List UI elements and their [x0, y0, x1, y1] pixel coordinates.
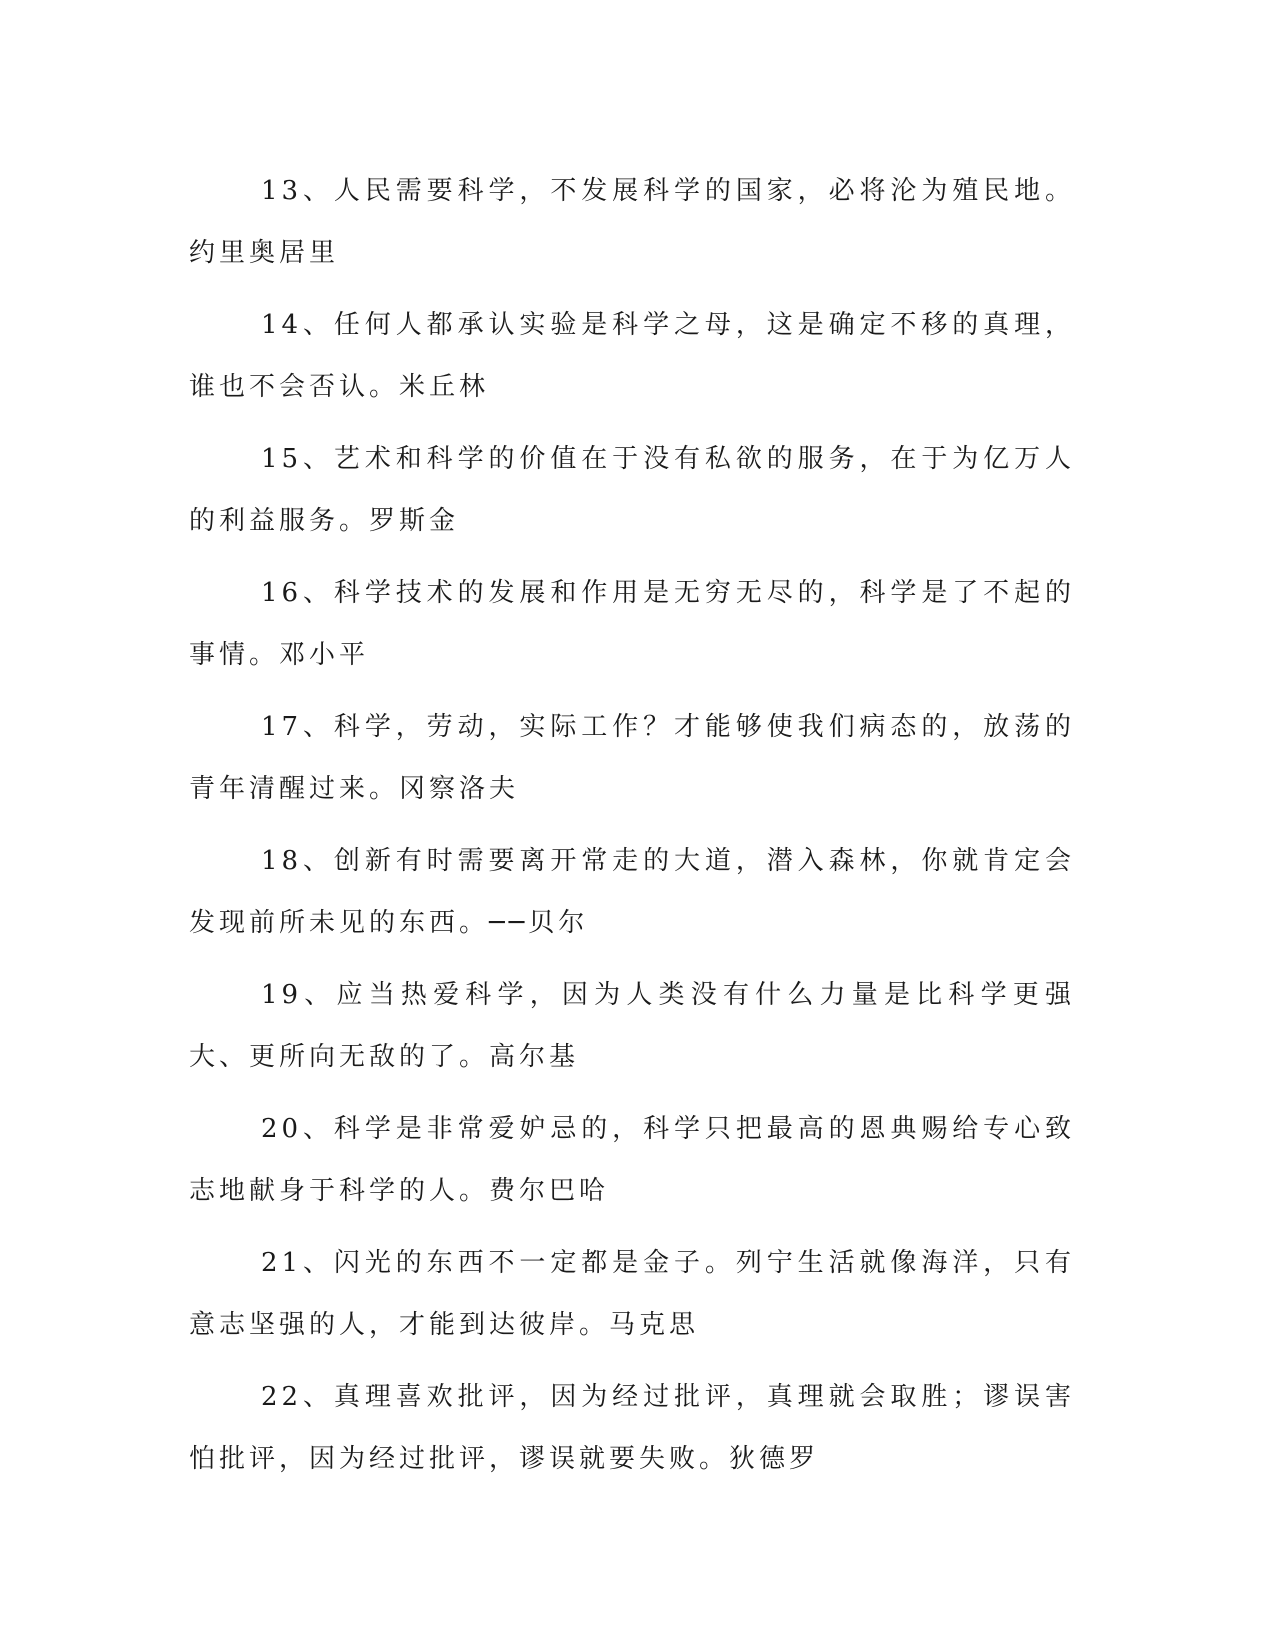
quote-paragraph-22: 22、真理喜欢批评，因为经过批评，真理就会取胜；谬误害怕批评，因为经过批评，谬误就要失败。狄德罗: [189, 1382, 1075, 1474]
quote-paragraph-20: 20、科学是非常爱妒忌的，科学只把最高的恩典赐给专心致志地献身于科学的人。费尔巴哈: [189, 1114, 1075, 1206]
document-body: [189, 160, 1075, 1500]
quote-paragraph-14: 14、任何人都承认实验是科学之母，这是确定不移的真理，谁也不会否认。米丘林: [189, 310, 1075, 402]
quote-paragraph-15: 15、艺术和科学的价值在于没有私欲的服务，在于为亿万人的利益服务。罗斯金: [189, 444, 1075, 536]
quote-paragraph-18: 18、创新有时需要离开常走的大道，潜入森林，你就肯定会发现前所未见的东西。──贝尔: [189, 846, 1075, 938]
quote-paragraph-16: 16、科学技术的发展和作用是无穷无尽的，科学是了不起的事情。邓小平: [189, 578, 1075, 670]
quote-paragraph-21: 21、闪光的东西不一定都是金子。列宁生活就像海洋，只有意志坚强的人，才能到达彼岸。马克思: [189, 1248, 1075, 1340]
quote-paragraph-17: 17、科学，劳动，实际工作？才能够使我们病态的，放荡的青年清醒过来。冈察洛夫: [189, 712, 1075, 804]
quote-paragraph-13: 13、人民需要科学，不发展科学的国家，必将沦为殖民地。约里奥居里: [189, 176, 1075, 268]
quote-paragraph-19: 19、应当热爱科学，因为人类没有什么力量是比科学更强大、更所向无敌的了。高尔基: [189, 980, 1075, 1072]
